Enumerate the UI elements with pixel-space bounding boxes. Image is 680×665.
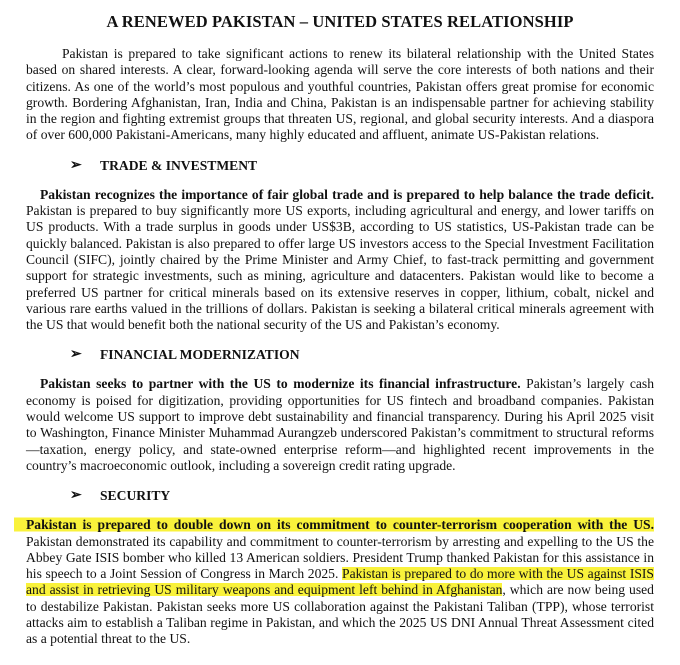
security-heading-text: SECURITY (100, 488, 171, 504)
section-heading-trade (70, 158, 654, 174)
trade-paragraph (26, 187, 654, 334)
finance-body-text: Pakistan’s largely cash economy is poised for digitization, providing opportunities for US fintech and broadband companies. Pakistan would welcome US support to improve debt sustainability and financial transparency. During his April 2025 visit to Washington, Finance Minister Muhammad Aurangzeb underscored Pakistan’s commitment to structural reforms—taxation, energy policy, and state-owned enterprise reform—and highlighted recent improvements in the country’s macroeconomic outlook, including a sovereign credit rating upgrade. (26, 376, 654, 473)
arrow-bullet-icon: ➢ (70, 157, 82, 173)
trade-heading-text: TRADE & INVESTMENT (100, 157, 258, 173)
finance-lead-sentence: Pakistan seeks to partner with the US to modernize its financial infrastructure. (40, 376, 521, 392)
section-heading-finance (70, 347, 654, 363)
intro-paragraph: Pakistan is prepared to take significant actions to renew its bilateral relationship with the United States based on shared interests. A clear, forward-looking agenda will serve the core interests of both nations and their citizens. As one of the world’s most populous and youthful countries, Pakistan offers great promise for economic growth. Bordering Afghanistan, Iran, India and China, Pakistan is an indispensable partner for achieving stability in the region and fighting extremist groups that threaten US, regional, and global security interests. And a diaspora of over 600,000 Pakistani-Americans, many highly educated and affluent, animate US-Pakistan relations. (26, 46, 654, 143)
arrow-bullet-icon: ➢ (70, 488, 82, 504)
finance-paragraph (26, 376, 654, 474)
security-body-text-before: Pakistan demonstrated its capability and commitment to counter-terrorism by arresting and expelling to the US the Abbey Gate ISIS bomber who killed 13 American soldiers. President Trump thanked Pakistan for this assistance in his speech to a Joint Session of Congress in March 2025. (26, 533, 654, 582)
document-title: A RENEWED PAKISTAN – UNITED STATES RELATIONSHIP (106, 12, 574, 31)
security-paragraph (26, 517, 654, 647)
security-highlighted-text: Pakistan is prepared to do more with the US against ISIS and assist in retrieving US military weapons and equipment left behind in Afghanistan (26, 566, 654, 598)
security-body-text-after: , which are now being used to destabilize Pakistan. Pakistan seeks more US collaboration against the Pakistani Taliban (TPP), whose terrorist attacks aim to establish a Taliban regime in Pakistan, and which the 2025 US DNI Annual Threat Assessment cited as a potential threat to the US. (26, 582, 654, 647)
finance-heading-text: FINANCIAL MODERNIZATION (100, 347, 300, 363)
trade-lead-sentence: Pakistan recognizes the importance of fair global trade and is prepared to help balance the trade deficit. (40, 186, 654, 202)
arrow-bullet-icon: ➢ (70, 347, 82, 363)
section-heading-security (70, 488, 654, 504)
security-lead-sentence-highlighted: Pakistan is prepared to double down on its commitment to counter-terrorism cooperation with the US. (14, 516, 654, 533)
trade-body-text: Pakistan is prepared to buy significantly more US exports, including agricultural and energy, and lower tariffs on US products. With a trade surplus in goods under US$3B, according to US statistics, US-Pakistan trade can be quickly balanced. Pakistan is also prepared to offer large US investors access to the Special Investment Facilitation Council (SIFC), jointly chaired by the Prime Minister and Army Chief, to fast-track permitting and government support for strategic investments, such as mining, agriculture and datacenters. Pakistan would like to become a preferred US partner for critical minerals based on its extensive reserves in copper, lithium, cobalt, nickel and various rare earths valued in the trillions of dollars. Pakistan is seeking a bilateral critical minerals agreement with the US that would benefit both the national security of the US and Pakistan’s economy. (26, 203, 654, 333)
